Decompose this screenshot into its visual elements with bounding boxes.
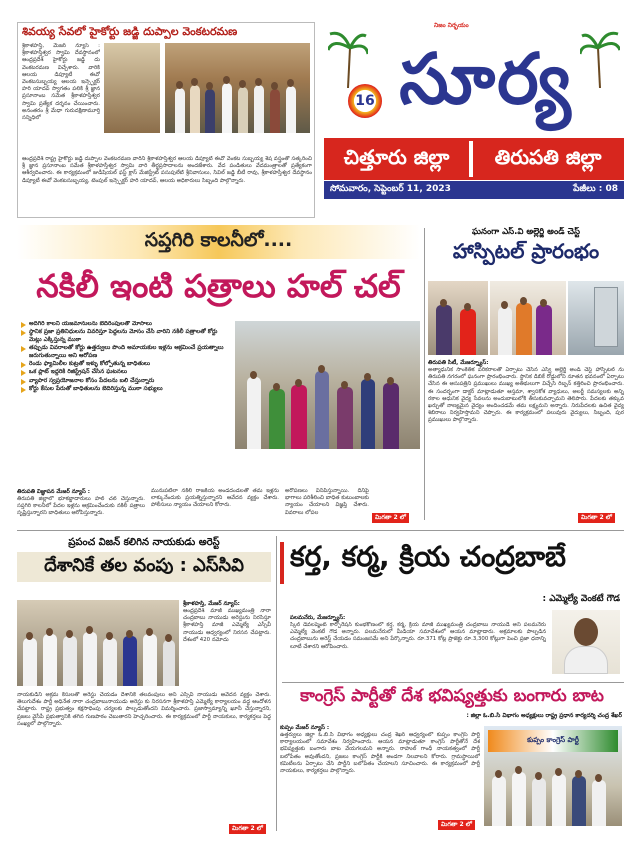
hospital-headline: హాస్పిటల్ ప్రారంభం	[452, 239, 600, 263]
karta-story	[280, 536, 624, 678]
masthead-logo: సూర్య	[399, 38, 573, 120]
congress-story	[280, 686, 624, 836]
hospital-photo-center	[490, 281, 566, 355]
hospital-byline: తిరుపతి సిటీ, మేజర్న్యూస్:	[428, 360, 489, 366]
palm-right-icon	[580, 28, 620, 88]
palm-left-icon	[328, 28, 368, 88]
hospital-photo-right	[568, 281, 624, 355]
karta-text: స్కిల్ డెవలప్మెంట్ కార్పొరేషన్ కుంభకోణంలో కర్త, కర్మ, క్రియ మాజీ ముఖ్యమంత్రి చంద్రబాబు నాయుడే అని పలమనేరు ఎమ్మెల్యే వెంకటే గౌడ అన్నారు. పలమనేరులో మీడియా సమావేశంలో ఆయన మాట్లాడారు. అక్రమాలకు పాల్పడిన చంద్రబాబును అరెస్ట్ చేయడం సమంజసమే అని పేర్కొన్నారు. రూ.371 కోట్ల ప్రాజెక్టు రూ.3,300 కోట్లుగా పెంచి ప్రజా ధనాన్ని లూటీ చేశారని ఆరోపించారు.	[290, 622, 546, 650]
masthead-tagline: నిజం నిర్భయం	[434, 22, 469, 29]
saptagiri-byline: తిరుపతి విజ్ఞాపన మేజర్ న్యూస్ :	[17, 489, 91, 495]
congress-banner-text: కుప్పం కాంగ్రెస్ పార్టీ	[527, 736, 579, 744]
hospital-kicker: ఘనంగా ఎస్.వి అల్లెర్జి అండ్ చెస్ట్	[472, 227, 580, 237]
congress-byline-source: : జిల్లా ఓ.బి.సి విభాగం అధ్యక్షులు రాష్ట్ర ప్రధాన కార్యదర్శి చంద్ర శేఖర్	[466, 713, 622, 719]
arrest-kicker: ప్రపంచ విజన్ కలిగిన నాయకుడు అరెస్ట్	[68, 537, 220, 548]
saptagiri-photo	[235, 321, 420, 449]
column-divider	[424, 228, 425, 520]
arrest-text: నాయకుడిని అక్రమ కేసులతో అరెస్టు చేయడం దేశానికే తలవంపులు అని ఎస్సీవీ నాయుడు ఆవేదన వ్యక్తం చేశారు. తెలుగుదేశం పార్టీ అధినేత నారా చంద్రబాబునాయుడు అరెస్టు కు నిరసనగా శ్రీకాళహస్తి ఎమ్మెల్యే కార్యాలయం వద్ద ఆందోళన చేపట్టారు. రాష్ట్ర ప్రభుత్వం కక్షసాధింపు చర్యలకు పాల్పడుతోందని విమర్శించారు. ప్రజాస్వామ్యాన్ని ఖూనీ చేస్తున్నారని, ప్రజలు వైసీపీ ప్రభుత్వానికి తగిన గుణపాఠం చెబుతారని హెచ్చరించారు. ఈ కార్యక్రమంలో పార్టీ నాయకులు, కార్యకర్తలు పెద్ద సంఖ్యలో పాల్గొన్నారు.	[17, 692, 271, 727]
masthead	[324, 20, 624, 225]
judge-headline: శివయ్య సేవలో హైకోర్టు జడ్జి దుప్పాల వెంకటరమణ	[22, 25, 238, 38]
date-line: సోమవారం, సెప్టెంబర్ 11, 2023	[330, 184, 451, 194]
saptagiri-story	[17, 225, 420, 525]
edition-badge	[348, 84, 382, 118]
section-divider	[17, 530, 624, 531]
karta-byline: పలమనేరు, మేజర్న్యూస్:	[290, 615, 346, 621]
hospital-photo-left	[428, 281, 488, 355]
bullet-item: కోర్టు కేసుల పేరుతో బాధితులను బెదిరిస్తున్న ముఠా సభ్యులు	[21, 386, 231, 393]
arrest-photo	[17, 600, 179, 686]
karta-accent-bar	[280, 542, 284, 584]
arrest-headline-box	[17, 552, 271, 582]
hospital-text: అత్యాధునిక సాంకేతిక పరికరాలతో ఏర్పాటు చేసిన ఎస్వీ అల్లెర్జీ అండ్ చెస్ట్ హాస్పిటల్ ను తిరుపతి నగరంలో ఘనంగా ప్రారంభించారు. స్థానిక డిబికే రోడ్డులోని నూతన భవనంలో ఏర్పాటు చేసిన ఈ ఆసుపత్రిని ప్రముఖులు ముఖ్య అతిథులుగా విచ్చేసి రిబ్బన్ కత్తిరించి ప్రారంభించారు. ఈ సందర్భంగా డాక్టర్ మాట్లాడుతూ ఆస్తమా, శ్వాసకోశ వ్యాధులు, అలర్జీ సమస్యలకు అన్ని రకాల ఆధునిక వైద్య సేవలను అందుబాటులోకి తీసుకువచ్చామని తెలిపారు. పేదలకు తక్కువ ఖర్చుతో నాణ్యమైన వైద్యం అందించడమే తమ లక్ష్యమని అన్నారు. నిరుపేదలకు ఉచిత వైద్య శిబిరాలు నిర్వహిస్తామని చెప్పారు. ఈ కార్యక్రమంలో పలువురు వైద్యులు, సిబ్బంది, పుర ప్రముఖులు పాల్గొన్నారు.	[428, 367, 624, 424]
district-left: చిత్తూరు జిల్లా	[343, 144, 450, 169]
edition-number: 16	[355, 93, 375, 109]
saptagiri-kicker-box	[17, 225, 420, 259]
karta-divider	[282, 682, 624, 683]
arrest-byline: శ్రీకాళహస్తి, మేజర్ న్యూస్:	[183, 601, 240, 607]
congress-photo	[484, 726, 622, 826]
bullet-item: వ్యాపార స్వప్రయోజనాల కోసం పేదలను బలి చేస్తున్నారు	[21, 378, 231, 385]
judge-photo-small	[104, 43, 160, 133]
saptagiri-kicker: సప్తగిరి కాలనీలో....	[144, 228, 293, 251]
congress-more-link[interactable]: మిగతా 2 లో	[438, 820, 475, 830]
congress-byline: కుప్పం మేజర్ న్యూస్ :	[280, 725, 330, 731]
hospital-more-link[interactable]: మిగతా 2 లో	[578, 513, 615, 523]
bullet-item: ఒక ప్లాట్ ఇద్దరికి రిజిస్ట్రేషన్ చేసిన ఘటనలు	[21, 369, 231, 376]
judge-text-left: శ్రీకాళహస్తి, మేజర్ న్యూస్ : శ్రీకాళహస్తీశ్వర స్వామి దేవస్థానంలో ఆంధ్రప్రదేశ్ హైకోర్టు జడ్జి దు వెంకటరమణ విచ్చేశారు. వారికి ఆలయ డిప్యూటీ ఈవో వెంకటసుబ్బయ్య ఆలయ ఇన్స్పెక్టర్ హరి యాదవ్ స్వాగతం పలికి శ్రీ జ్ఞాన ప్రసూనాంబ సమేత శ్రీకాళహస్తీశ్వర స్వామి ప్రత్యేక దర్శనం చేయించారు. అనంతరం శ్రీ మేధా గురుదక్షిణామూర్తి సన్నిధిలో	[22, 43, 100, 122]
saptagiri-col1: తిరుపతి జిల్లాలో భూకబ్జాదారులు హల్ చల్ చేస్తున్నారు. సప్తగిరి కాలనీలో పేదల ఇళ్లను ఆక్రమించేందుకు నకిలీ పత్రాలు సృష్టిస్తున్నారని బాధితులు ఆరోపిస్తున్నారు.	[17, 496, 145, 517]
saptagiri-headline: నకిలీ ఇంటి పత్రాలు హల్ చల్	[36, 267, 401, 305]
judge-photo	[165, 43, 310, 133]
date-bar	[324, 181, 624, 199]
karta-portrait	[552, 610, 620, 674]
saptagiri-col2: మునుపటిలా నకిలీ రాజకీయ అండదండలతో తమ ఇళ్లను లాక్కునేందుకు ప్రయత్నిస్తున్నారని ఆవేదన వ్యక్తం చేశారు. పోలీసులు న్యాయం చేయాలని కోరారు.	[151, 488, 279, 509]
hospital-story	[428, 225, 624, 525]
arrest-story	[17, 536, 271, 836]
karta-byline-source: : ఎమ్మెల్యే వెంకటే గౌడ	[542, 594, 620, 604]
bullet-item: రెండు ఫ్యామిలీల కుట్రతో ఇళ్ళు కోల్పోతున్న బాధితులు	[21, 361, 231, 368]
congress-banner	[488, 730, 618, 752]
district-right: తిరుపతి జిల్లా	[494, 144, 602, 169]
bullet-item: స్థానిక ప్రజా ప్రతినిధులను వివరిస్తూ పెద్దలను మోసం చేసి వారిని నకిలీ పత్రాలతో కోర్టు మెట్లు ఎక్కిస్తున్న ముఠా	[21, 329, 231, 344]
arrest-headline: దేశానికే తల వంపు : ఎస్‌సివి	[44, 554, 244, 576]
judge-story	[17, 22, 315, 218]
congress-text: ఉత్తర్వులు జిల్లా ఓ.బి.సి విభాగం అధ్యక్షులు చంద్ర శేఖర్ ఆధ్వర్యంలో కుప్పం కాంగ్రెస్ పార్టీ కార్యాలయంలో సమావేశం నిర్వహించారు. ఆయన మాట్లాడుతూ కాంగ్రెస్ పార్టీతోనే దేశ భవిష్యత్తుకు బంగారు బాట వేయగలమని అన్నారు. రాహుల్ గాంధీ నాయకత్వంలో పార్టీ బలోపేతం అవుతోందని, ప్రజలు కాంగ్రెస్ పార్టీకి అండగా నిలవాలని కోరారు. గ్రామస్థాయిలో కమిటీలను ఏర్పాటు చేసి పార్టీని బలోపేతం చేయాలని సూచించారు. ఈ కార్యక్రమంలో పార్టీ నాయకులు, కార్యకర్తలు పాల్గొన్నారు.	[280, 732, 480, 775]
congress-headline: కాంగ్రెస్ పార్టీతో దేశ భవిష్యత్తుకు బంగారు బాట	[300, 686, 604, 706]
karta-headline: కర్త, కర్మ, క్రియ చంద్రబాబే	[290, 540, 567, 573]
district-banner	[324, 138, 624, 180]
bullet-item: తప్పుడు వివరాలతో కోర్టు ఉత్తర్వులు పొంది అమాయకుల ఇళ్లను ఆక్రమించే ప్రయత్నాలు జరుగుతున్నాయి అని ఆరోపణ	[21, 345, 231, 360]
arrest-text-side: ఆంధ్రప్రదేశ్ మాజీ ముఖ్యమంత్రి నారా చంద్రబాబు నాయుడు అరెస్టును నిరసిస్తూ శ్రీకాళహస్తి మాజీ ఎమ్మెల్యే ఎస్సీవీ నాయుడు ఆధ్వర్యంలో నిరసన చేపట్టారు. దేశంలో 420 నమోదు	[183, 608, 271, 643]
page-count: పేజీలు : 08	[573, 184, 618, 194]
saptagiri-col3: అరోపణలు వినిపిస్తున్నాయి. దీనిపై భాగాలు పరిశీలించి బాధిత కుటుంబాలకు న్యాయం చేయాలని విజ్ఞప్తి చేశారు. వివరాలు లోపల	[285, 488, 369, 516]
bullet-item: అదిగిరి కాలనీ యజమానులను బెదిరింపులతో మోసాలు	[21, 321, 231, 328]
arrest-more-link[interactable]: మిగతా 2 లో	[229, 824, 266, 834]
saptagiri-more-link[interactable]: మిగతా 2 లో	[372, 513, 409, 523]
judge-text-full: ఆంధ్రప్రదేశ్ రాష్ట్ర హైకోర్టు జడ్జి దుప్పాల వెంకటరమణ వారిని శ్రీకాళహస్తీశ్వర ఆలయ డిప్యూటీ ఈవో వెంకట సుబ్బయ్య శేష వస్త్రంతో సత్కరించి శ్రీ జ్ఞాన ప్రసూనాంబ సమేత శ్రీకాళహస్తీశ్వర స్వామి వారి తీర్థప్రసాదాలను అందజేశారు. వేద పండితులు వేదమంత్రాలతో ప్రత్యేకంగా ఆశీర్వదించారు. ఈ కార్యక్రమంలో జుడీషియల్ ఫస్ట్ క్లాస్ మేజిస్ట్రేట్ పసుపులేటి శ్రీనివాసులు, సివిల్ జడ్జి బీటీ రావు, శ్రీకాళహస్తీశ్వర దేవస్థానం డిప్యూటీ ఈవో వెంకటసుబ్బయ్య, టెంపుల్ ఇన్స్పెక్టర్ హరి యాదవ్, ఆలయ అధికారులు సిబ్బంది పాల్గొన్నారు.	[22, 156, 312, 184]
saptagiri-bullets	[21, 321, 231, 449]
column-divider-bottom	[276, 536, 277, 831]
